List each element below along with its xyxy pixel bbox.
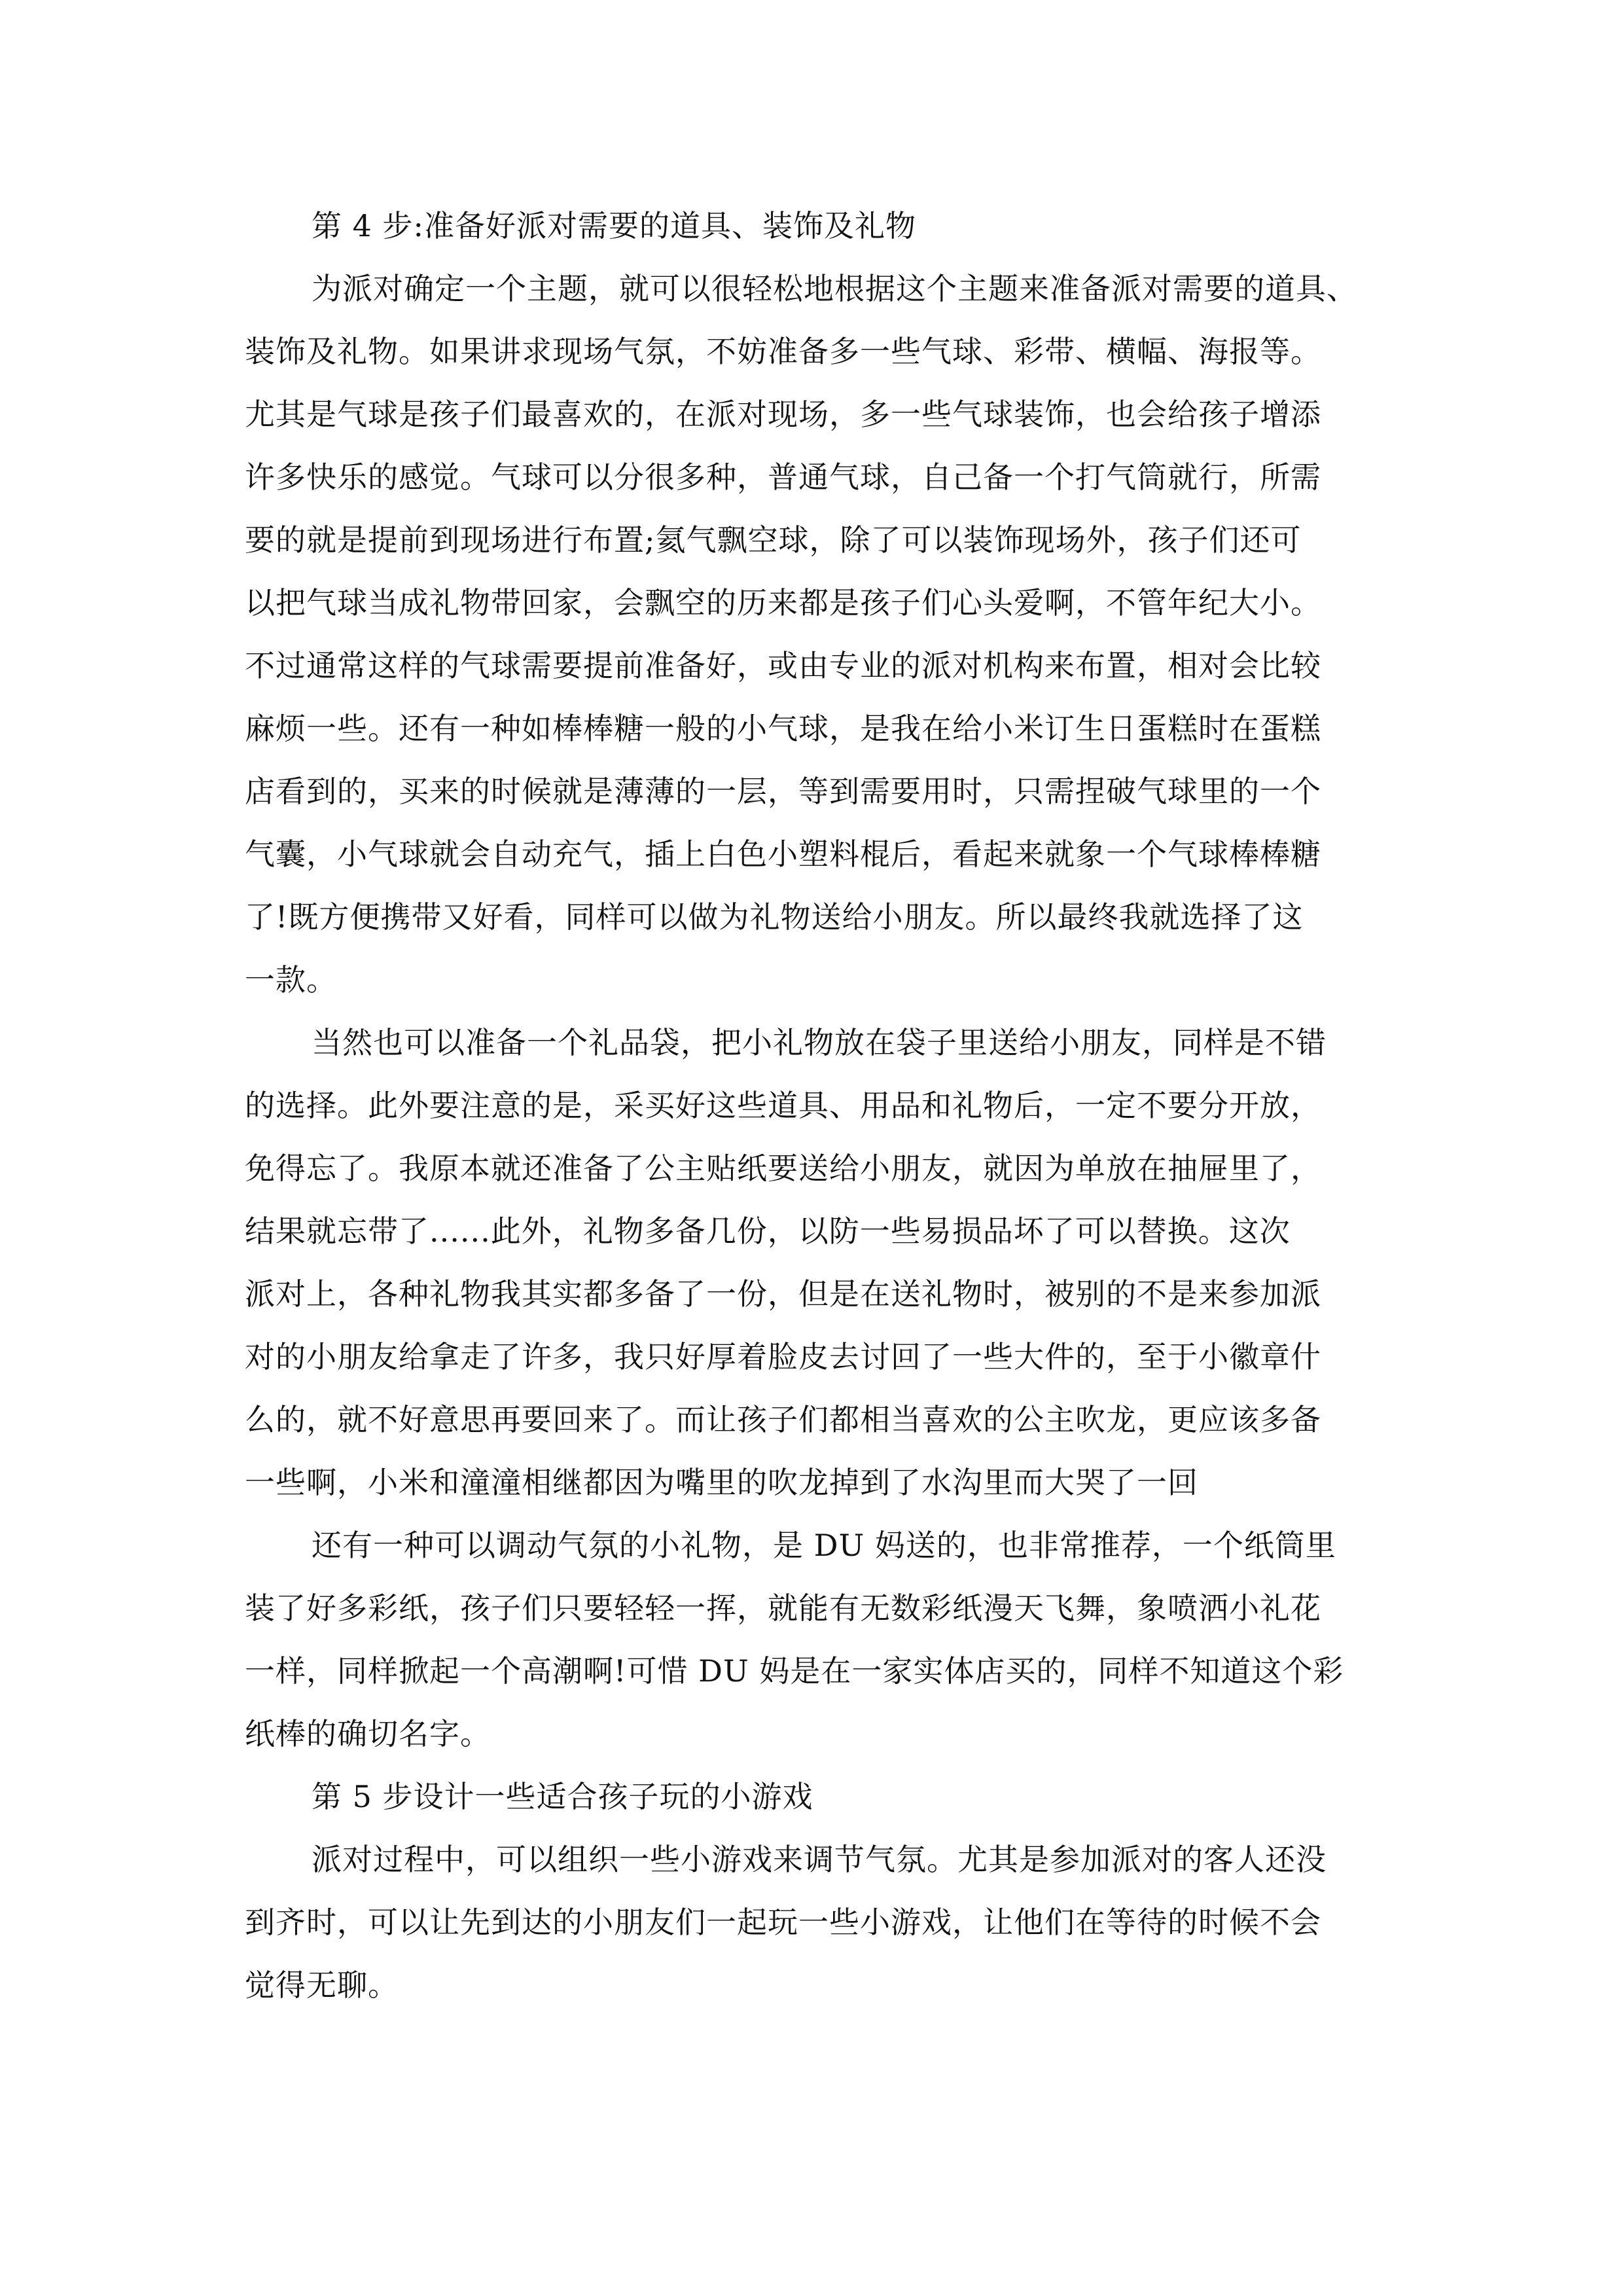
step5-heading: 第 5 步设计一些适合孩子玩的小游戏 [312, 1779, 813, 1814]
paragraph-line: 当然也可以准备一个礼品袋，把小礼物放在袋子里送给小朋友，同样是不错 [312, 1025, 1327, 1060]
paragraph-line: 纸棒的确切名字。 [245, 1716, 491, 1751]
paragraph-line: 麻烦一些。还有一种如棒棒糖一般的小气球，是我在给小米订生日蛋糕时在蛋糕 [245, 711, 1321, 746]
paragraph-line: 一样，同样掀起一个高潮啊!可惜 DU 妈是在一家实体店买的，同样不知道这个彩 [245, 1653, 1344, 1689]
paragraph-line: 店看到的，买来的时候就是薄薄的一层，等到需要用时，只需捏破气球里的一个 [245, 774, 1321, 809]
paragraph-line: 要的就是提前到现场进行布置;氦气飘空球，除了可以装饰现场外，孩子们还可 [245, 522, 1302, 558]
paragraph-line: 了!既方便携带又好看，同样可以做为礼物送给小朋友。所以最终我就选择了这 [245, 899, 1304, 935]
paragraph-line: 免得忘了。我原本就还准备了公主贴纸要送给小朋友，就因为单放在抽屉里了， [245, 1151, 1321, 1186]
paragraph-line: 还有一种可以调动气氛的小礼物，是 DU 妈送的，也非常推荐，一个纸筒里 [312, 1528, 1336, 1563]
paragraph-line: 一款。 [245, 962, 337, 997]
paragraph-line: 不过通常这样的气球需要提前准备好，或由专业的派对机构来布置，相对会比较 [245, 648, 1321, 683]
paragraph-line: 对的小朋友给拿走了许多，我只好厚着脸皮去讨回了一些大件的，至于小徽章什 [245, 1339, 1321, 1374]
paragraph-line: 派对上，各种礼物我其实都多备了一份，但是在送礼物时，被别的不是来参加派 [245, 1276, 1321, 1312]
paragraph-line: 一些啊，小米和潼潼相继都因为嘴里的吹龙掉到了水沟里而大哭了一回 [245, 1465, 1198, 1500]
paragraph-line: 么的，就不好意思再要回来了。而让孩子们都相当喜欢的公主吹龙，更应该多备 [245, 1402, 1321, 1437]
paragraph-line: 为派对确定一个主题，就可以很轻松地根据这个主题来准备派对需要的道具、 [312, 271, 1357, 306]
paragraph-line: 结果就忘带了......此外，礼物多备几份，以防一些易损品坏了可以替换。这次 [245, 1213, 1291, 1249]
paragraph-line: 装饰及礼物。如果讲求现场气氛，不妨准备多一些气球、彩带、横幅、海报等。 [245, 334, 1321, 369]
paragraph-line: 装了好多彩纸，孩子们只要轻轻一挥，就能有无数彩纸漫天飞舞，象喷洒小礼花 [245, 1590, 1321, 1626]
paragraph-line: 派对过程中，可以组织一些小游戏来调节气氛。尤其是参加派对的客人还没 [312, 1842, 1327, 1877]
step4-heading: 第 4 步:准备好派对需要的道具、装饰及礼物 [312, 208, 917, 243]
paragraph-line: 觉得无聊。 [245, 1967, 399, 2003]
paragraph-line: 的选择。此外要注意的是，采买好这些道具、用品和礼物后，一定不要分开放， [245, 1088, 1321, 1123]
paragraph-line: 许多快乐的感觉。气球可以分很多种，普通气球，自己备一个打气筒就行，所需 [245, 459, 1321, 495]
paragraph-line: 气囊，小气球就会自动充气，插上白色小塑料棍后，看起来就象一个气球棒棒糖 [245, 836, 1321, 872]
paragraph-line: 尤其是气球是孩子们最喜欢的，在派对现场，多一些气球装饰，也会给孩子增添 [245, 397, 1321, 432]
paragraph-line: 以把气球当成礼物带回家，会飘空的历来都是孩子们心头爱啊，不管年纪大小。 [245, 585, 1321, 620]
paragraph-line: 到齐时，可以让先到达的小朋友们一起玩一些小游戏，让他们在等待的时候不会 [245, 1905, 1321, 1940]
